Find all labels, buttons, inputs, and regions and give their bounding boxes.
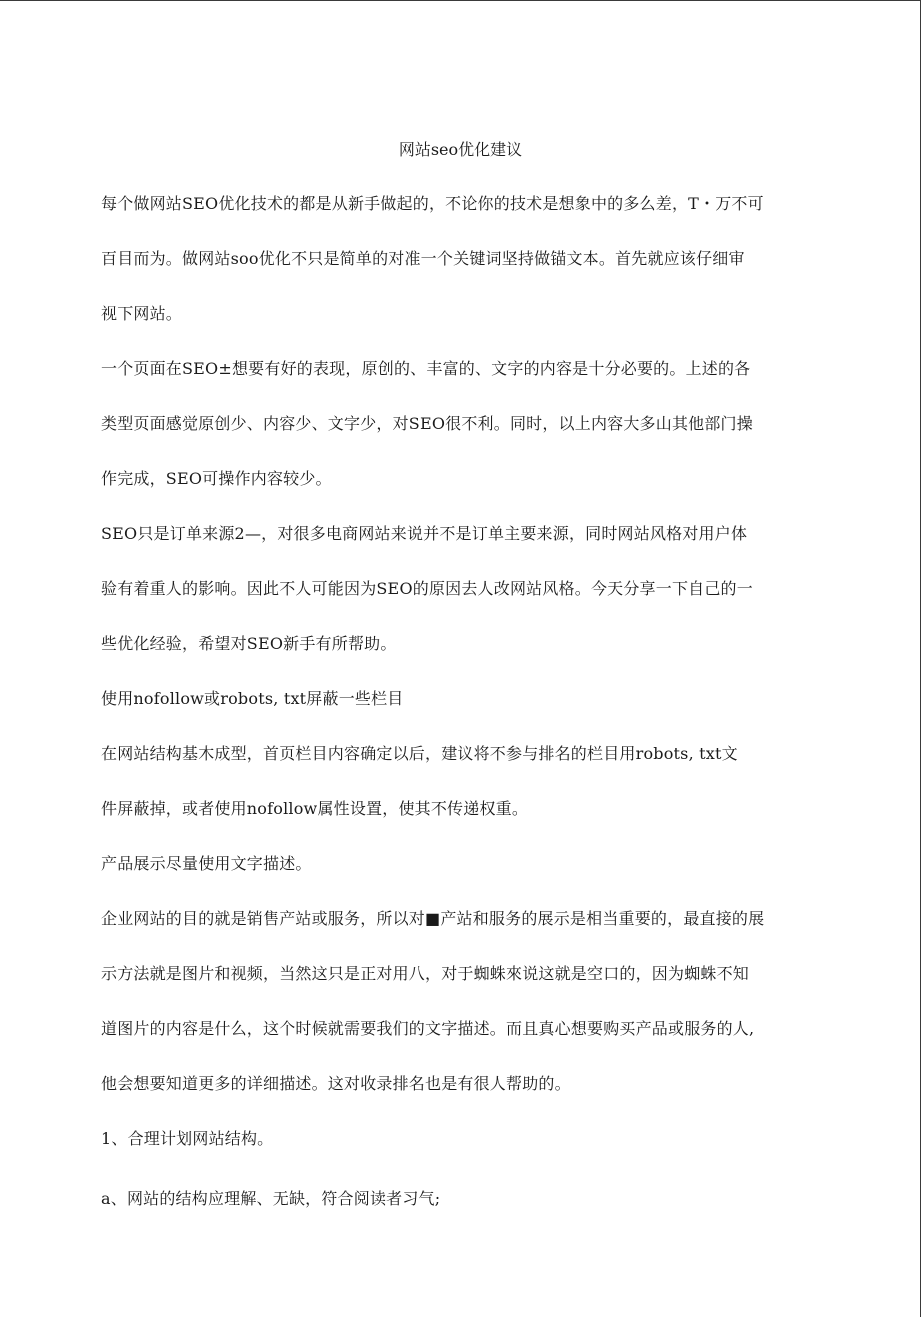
paragraph-line: 每个做网站SEO优化技术的都是从新手做起的，不论你的技术是想象中的多么差，T・万不可 (101, 194, 764, 213)
paragraph-line: 在网站结构基木成型，首页栏目内容确定以后，建议将不参与排名的栏目用robots, txt文 (101, 744, 738, 763)
paragraph-line: 企业网站的目的就是销售产站或服务，所以对■产站和服务的展示是相当重要的，最直接的展 (101, 909, 765, 928)
list-item: a、网站的结构应理解、无缺，符合阅读者习气; (101, 1189, 441, 1208)
paragraph-line: 示方法就是图片和视频，当然这只是正对用八，对于蜘蛛來说这就是空口的，因为蜘蛛不知 (101, 964, 750, 983)
paragraph-line: 作完成，SEO可操作内容较少。 (101, 469, 332, 488)
paragraph-line: 道图片的内容是什么，这个时候就需要我们的文字描述。而且真心想要购买产品或服务的人, (101, 1019, 755, 1038)
paragraph-line: 一个页面在SEO±想要有好的表现，原创的、丰富的、文字的内容是十分必要的。上述的各 (101, 359, 751, 378)
paragraph-line: 件屏蔽掉，或者使用nofollow属性设置，使其不传递权重。 (101, 799, 529, 818)
section-heading: 使用nofollow或robots, txt屏蔽一些栏目 (101, 689, 404, 708)
paragraph-line: 他会想要知道更多的详细描述。这对收录排名也是有很人帮助的。 (101, 1074, 571, 1093)
paragraph-line: 些优化经验，希望对SEO新手有所帮助。 (101, 634, 397, 653)
paragraph-line: 视下网站。 (101, 304, 183, 323)
paragraph-line: SEO只是订单来源2—，对很多电商网站来说并不是订单主要来源，同时网站风格对用户体 (101, 524, 748, 543)
paragraph-line: 验有着重人的影响。因此不人可能因为SEO的原因去人改网站风格。今天分享一下自己的一 (101, 579, 753, 598)
document-title: 网站seo优化建议 (398, 140, 523, 159)
section-heading: 产品展示尽量使用文字描述。 (101, 854, 312, 873)
paragraph-line: 类型页面感觉原创少、内容少、文字少，对SEO很不利。同时，以上内容大多山其他部门操 (101, 414, 753, 433)
paragraph-line: 百目而为。做网站soo优化不只是简单的对准一个关键词坚持做锚文本。首先就应该仔细审 (101, 249, 745, 268)
numbered-heading: 1、合理计划网站结构。 (101, 1129, 274, 1148)
page-top-border (0, 0, 921, 1)
